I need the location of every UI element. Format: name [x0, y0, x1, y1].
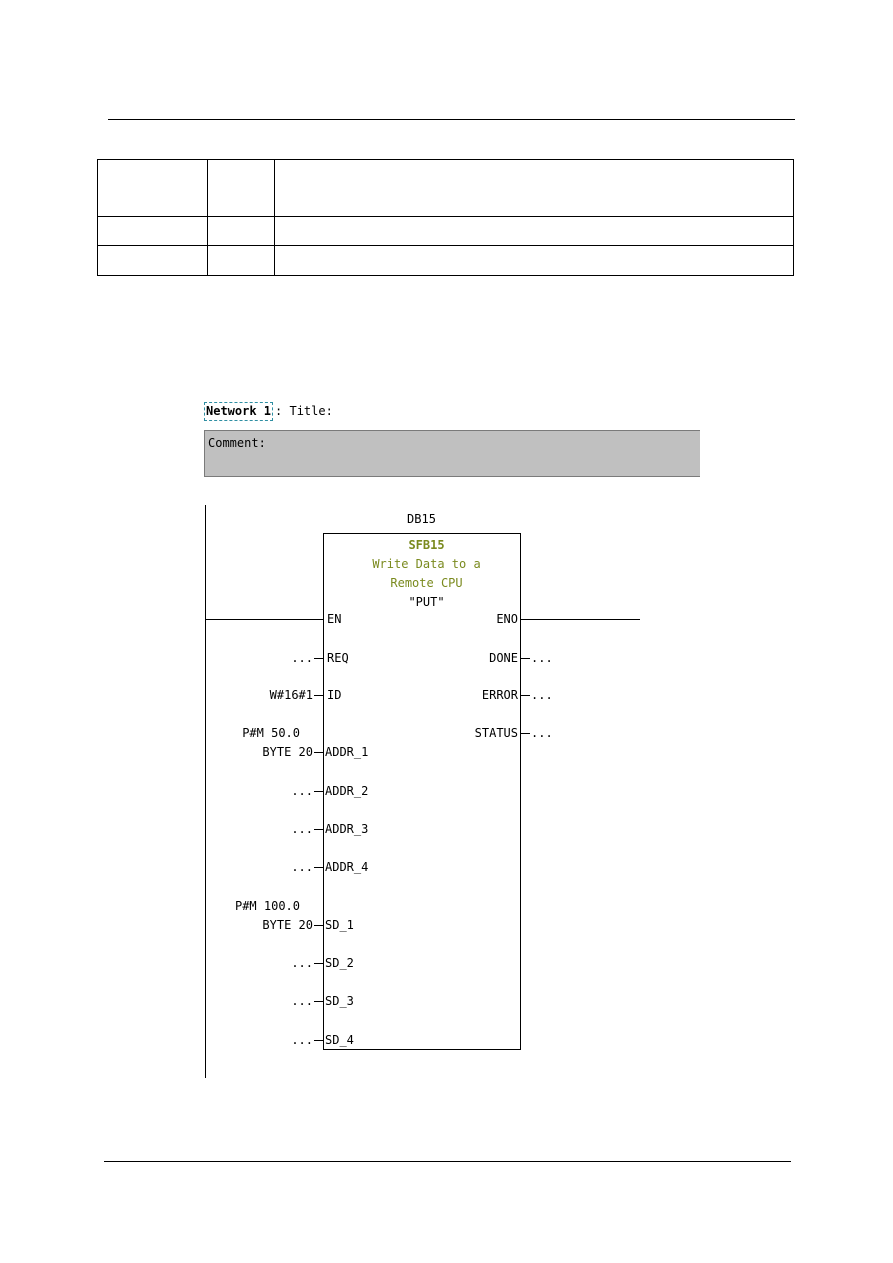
sd-2-operand[interactable]: ... [291, 956, 313, 970]
footer-rule [104, 1161, 791, 1162]
block-description-line2: Remote CPU [390, 576, 463, 590]
pin-addr-3: ADDR_3 [325, 822, 369, 836]
pin-sd-1: SD_1 [325, 918, 354, 932]
pin-sd-3: SD_3 [325, 994, 354, 1008]
network-title[interactable]: : Title: [275, 404, 333, 418]
addr-4-operand[interactable]: ... [291, 860, 313, 874]
network-label[interactable]: Network 1 [204, 402, 273, 421]
addr-2-operand[interactable]: ... [291, 784, 313, 798]
status-operand[interactable]: ... [531, 726, 553, 740]
pin-done: DONE [489, 651, 518, 665]
sd-4-operand[interactable]: ... [291, 1033, 313, 1047]
pin-req: REQ [327, 651, 349, 665]
pin-error: ERROR [481, 688, 518, 702]
req-operand[interactable]: ... [291, 651, 313, 665]
error-operand[interactable]: ... [531, 688, 553, 702]
pin-id: ID [327, 688, 342, 702]
block-type-label: SFB15 [408, 538, 445, 552]
id-operand[interactable]: W#16#1 [269, 688, 313, 702]
instance-db-label[interactable]: DB15 [407, 512, 436, 526]
pin-addr-4: ADDR_4 [325, 860, 369, 874]
block-symbol-label: "PUT" [408, 595, 445, 609]
pin-addr-2: ADDR_2 [325, 784, 369, 798]
pin-eno: ENO [496, 612, 518, 626]
sd-3-operand[interactable]: ... [291, 994, 313, 1008]
pin-status: STATUS [474, 726, 518, 740]
addr-1-operand-line1[interactable]: P#M 50.0 [242, 726, 300, 740]
comment-label: Comment: [208, 436, 266, 450]
sd-1-operand[interactable]: BYTE 20 [262, 918, 313, 932]
addr-1-operand[interactable]: BYTE 20 [262, 745, 313, 759]
pin-sd-4: SD_4 [325, 1033, 354, 1047]
block-description-line1: Write Data to a [372, 557, 481, 571]
done-operand[interactable]: ... [531, 651, 553, 665]
addr-3-operand[interactable]: ... [291, 822, 313, 836]
pin-sd-2: SD_2 [325, 956, 354, 970]
pin-en: EN [327, 612, 342, 626]
sd-1-operand-line1[interactable]: P#M 100.0 [234, 899, 300, 913]
pin-addr-1: ADDR_1 [325, 745, 369, 759]
